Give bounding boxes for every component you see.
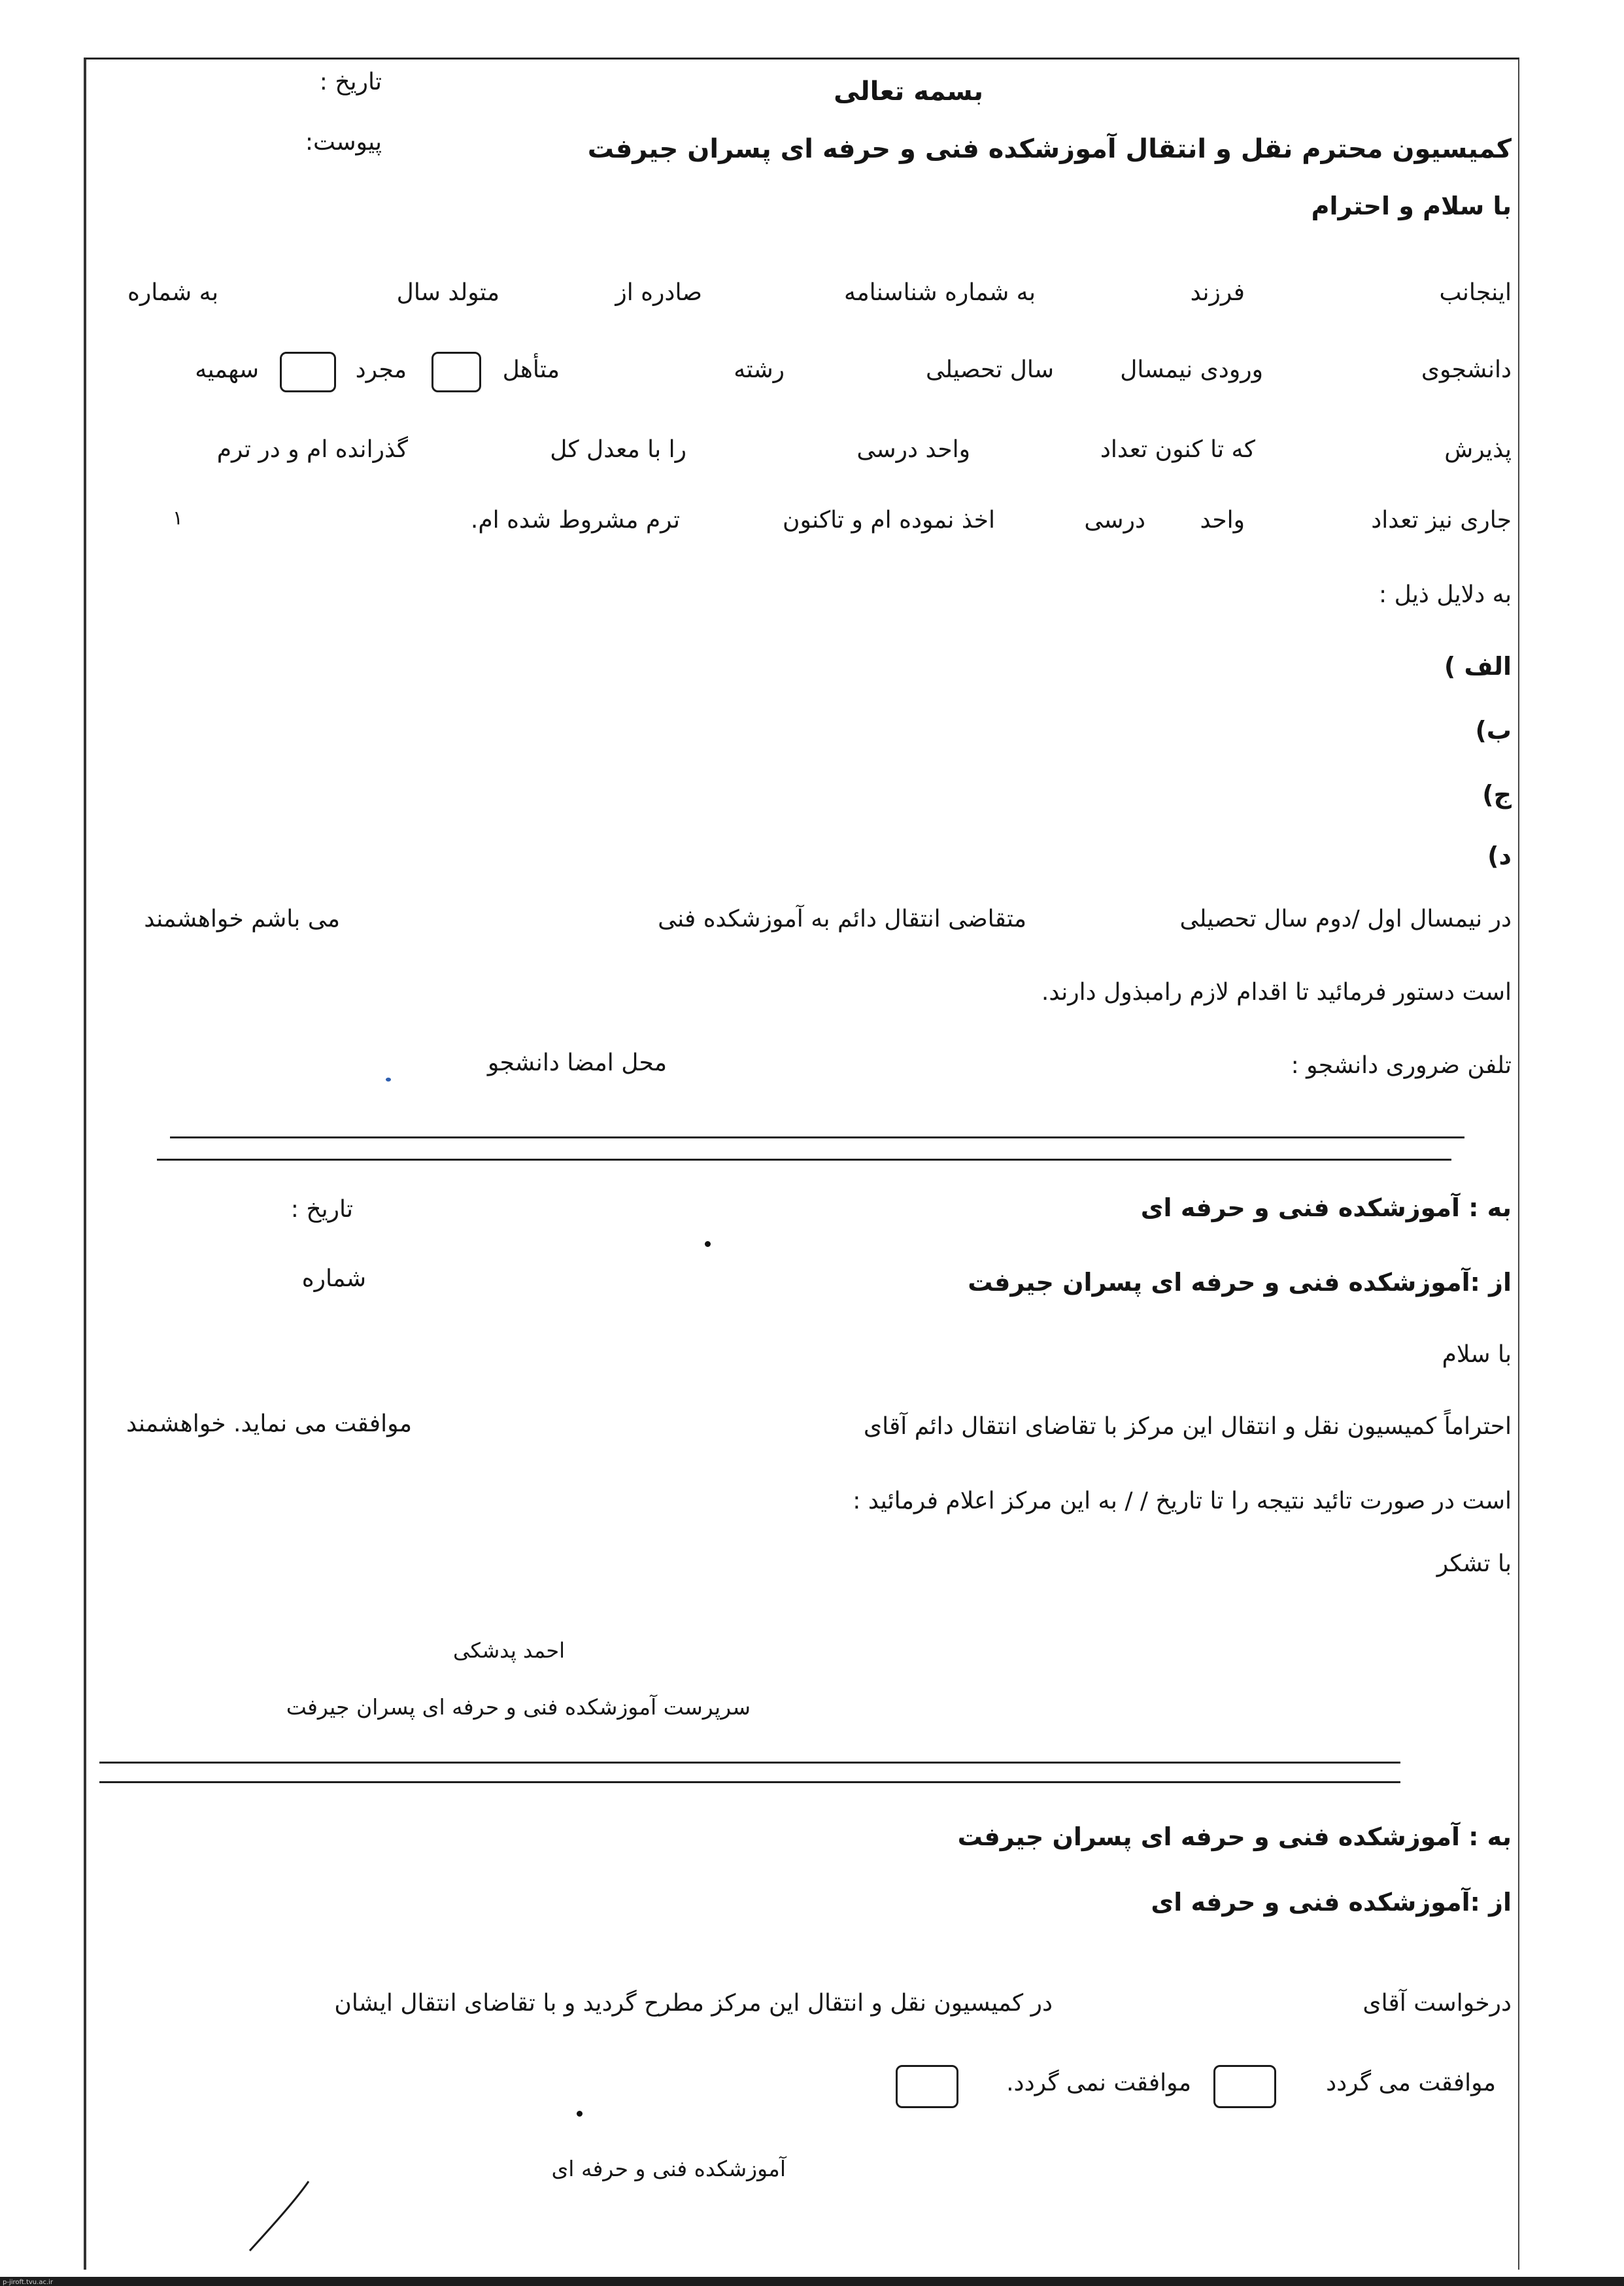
section2-signer: احمد پدشکی bbox=[453, 1638, 565, 1663]
label-with-gpa: را با معدل کل bbox=[550, 436, 686, 463]
label-quota: سهمیه bbox=[195, 356, 259, 383]
speck bbox=[577, 2111, 583, 2117]
reason-d: د) bbox=[1487, 842, 1512, 870]
margin-mark: ۱ bbox=[172, 507, 183, 530]
basmala: بسمه تعالی bbox=[834, 77, 983, 107]
pen-stroke-mark bbox=[243, 2176, 315, 2255]
label-entry-term: ورودی نیمسال bbox=[1120, 356, 1263, 383]
section2-signer-title: سرپرست آموزشکده فنی و حرفه ای پسران جیرفت bbox=[286, 1694, 751, 1720]
section3-from: از :آموزشکده فنی و حرفه ای bbox=[1151, 1888, 1512, 1917]
label-with-number: به شماره bbox=[127, 279, 218, 306]
label-so-far-count: که تا کنون تعداد bbox=[1100, 436, 1255, 463]
ink-mark bbox=[386, 1078, 391, 1082]
reject-label: موافقت نمی گردد. bbox=[1006, 2070, 1191, 2096]
label-credit-units: واحد درسی bbox=[856, 436, 970, 463]
reason-c: ج) bbox=[1482, 780, 1512, 809]
section2-body1-end: موافقت می نماید. خواهشمند bbox=[126, 1410, 412, 1437]
label-passed-in-term: گذرانده ام و در ترم bbox=[216, 436, 408, 463]
speck bbox=[705, 1241, 711, 1247]
section3-to: به : آموزشکده فنی و حرفه ای پسران جیرفت bbox=[957, 1822, 1512, 1851]
approve-label: موافقت می گردد bbox=[1326, 2070, 1496, 2096]
transfer-request: می باشم خواهشمند bbox=[144, 906, 340, 932]
reason-b: ب) bbox=[1475, 716, 1512, 745]
header-attachment-label: پیوست: bbox=[305, 129, 382, 156]
label-taken: اخذ نموده ام و تاکنون bbox=[783, 507, 995, 534]
label-iam: اینجانب bbox=[1439, 279, 1512, 306]
section2-date-label: تاریخ : bbox=[290, 1196, 353, 1223]
label-married: متأهل bbox=[502, 356, 560, 383]
label-issued-from: صادره از bbox=[615, 279, 702, 306]
label-student: دانشجوی bbox=[1421, 356, 1512, 383]
label-born-year: متولد سال bbox=[396, 279, 499, 306]
approve-checkbox[interactable] bbox=[1213, 2065, 1276, 2108]
label-course: درسی bbox=[1084, 507, 1145, 534]
closing-text: است دستور فرمائید تا اقدام لازم رامبذول دارند. bbox=[1041, 979, 1512, 1006]
transfer-term: در نیمسال اول /دوم سال تحصیلی bbox=[1179, 906, 1512, 932]
section2-greeting: با سلام bbox=[1442, 1341, 1512, 1368]
footer-site: p-jiroft.tvu.ac.ir bbox=[3, 2279, 54, 2286]
greeting: با سلام و احترام bbox=[1311, 192, 1512, 220]
label-admission: پذیرش bbox=[1444, 436, 1512, 463]
student-signature-label: محل امضا دانشجو bbox=[487, 1049, 667, 1076]
section2-body1: احتراماً کمیسیون نقل و انتقال این مرکز با تقاضای انتقال دائم آقای bbox=[863, 1413, 1512, 1440]
label-academic-year: سال تحصیلی bbox=[926, 356, 1054, 383]
transfer-permanent: متقاضی انتقال دائم به آموزشکده فنی bbox=[658, 906, 1026, 932]
section2-from: از :آموزشکده فنی و حرفه ای پسران جیرفت bbox=[968, 1268, 1512, 1297]
label-current-count: جاری نیز تعداد bbox=[1371, 507, 1512, 534]
label-unit: واحد bbox=[1200, 507, 1245, 534]
addressee: کمیسیون محترم نقل و انتقال آموزشکده فنی و حرفه ای پسران جیرفت bbox=[587, 134, 1512, 164]
label-child-of: فرزند bbox=[1190, 279, 1245, 306]
section2-body2: است در صورت تائید نتیجه را تا تاریخ / / به این مرکز اعلام فرمائید : bbox=[853, 1488, 1512, 1514]
label-id-number: به شماره شناسنامه bbox=[844, 279, 1036, 306]
section3-body2: در کمیسیون نقل و انتقال این مرکز مطرح گردید و با تقاضای انتقال ایشان bbox=[334, 1990, 1053, 2017]
separator-2-bottom bbox=[99, 1781, 1400, 1783]
section2-number-label: شماره bbox=[301, 1265, 366, 1292]
section2-thanks: با تشکر bbox=[1436, 1550, 1512, 1577]
section3-body1: درخواست آقای bbox=[1362, 1990, 1512, 2017]
reasons-title: به دلایل ذیل : bbox=[1379, 581, 1512, 608]
header-date-label: تاریخ : bbox=[319, 69, 382, 95]
separator-2-top bbox=[99, 1762, 1400, 1764]
separator-1-bottom bbox=[157, 1159, 1451, 1161]
label-single: مجرد bbox=[355, 356, 407, 383]
section2-to: به : آموزشکده فنی و حرفه ای bbox=[1140, 1193, 1512, 1222]
phone-label: تلفن ضروری دانشجو : bbox=[1291, 1052, 1512, 1079]
married-checkbox[interactable] bbox=[431, 352, 481, 392]
reason-a: الف ) bbox=[1444, 652, 1512, 681]
reject-checkbox[interactable] bbox=[896, 2065, 958, 2108]
single-checkbox[interactable] bbox=[280, 352, 336, 392]
label-major: رشته bbox=[734, 356, 785, 383]
section3-footer-sign: آموزشکده فنی و حرفه ای bbox=[551, 2156, 786, 2181]
separator-1-top bbox=[170, 1136, 1464, 1138]
footer-strip bbox=[0, 2277, 1624, 2286]
label-probation: ترم مشروط شده ام. bbox=[470, 507, 680, 534]
